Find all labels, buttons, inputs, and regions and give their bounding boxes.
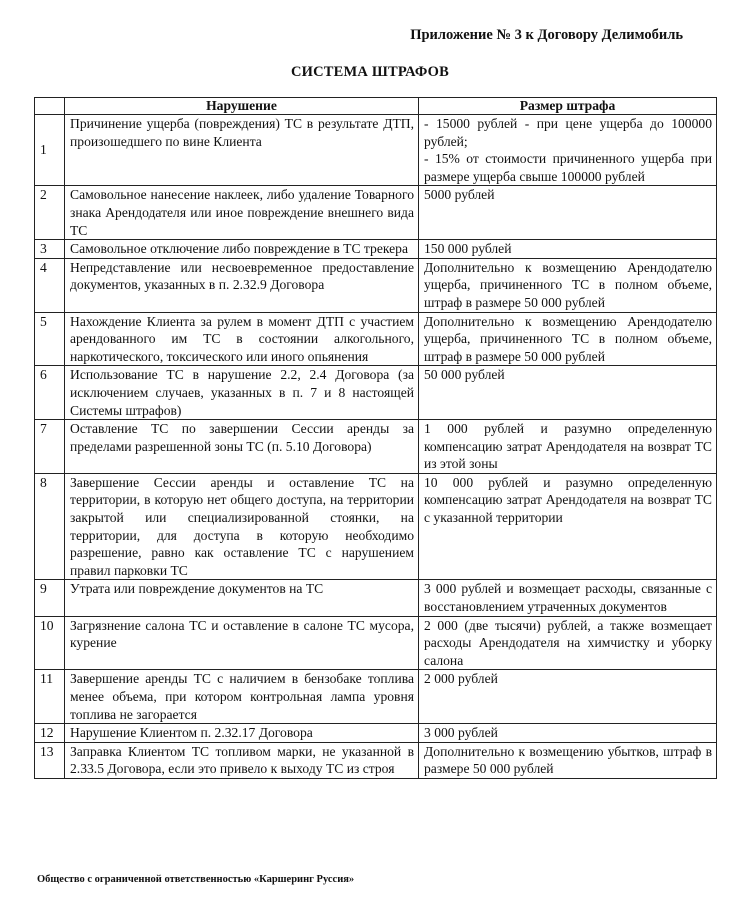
- penalty-cell: 1 000 рублей и разумно определенную компенсацию затрат Арендодателя на возврат ТС из этой зоны: [419, 420, 717, 474]
- violation-cell: Причинение ущерба (повреждения) ТС в результате ДТП, произошедшего по вине Клиента: [65, 115, 419, 186]
- table-row: [35, 115, 717, 186]
- table-row: [35, 473, 717, 580]
- row-number: 7: [35, 420, 65, 474]
- table-row: [35, 616, 717, 670]
- column-header-number: [35, 98, 65, 115]
- penalty-cell: 3 000 рублей: [419, 724, 717, 743]
- table-row: [35, 186, 717, 240]
- penalty-cell: 2 000 рублей: [419, 670, 717, 724]
- appendix-header: Приложение № 3 к Договору Делимобиль: [410, 27, 683, 43]
- penalty-cell: 150 000 рублей: [419, 240, 717, 259]
- document-title: СИСТЕМА ШТРАФОВ: [290, 64, 450, 80]
- violation-cell: Самовольное отключение либо повреждение в ТС трекера: [65, 240, 419, 259]
- penalty-cell: Дополнительно к возмещению Арендодателю ущерба, причиненного ТС в полном объеме, штраф в размере 50 000 рублей: [419, 312, 717, 366]
- violation-cell: Утрата или повреждение документов на ТС: [65, 580, 419, 616]
- violation-cell: Самовольное нанесение наклеек, либо удаление Товарного знака Арендодателя или иное повреждение внешнего вида ТС: [65, 186, 419, 240]
- row-number: 1: [35, 115, 65, 186]
- row-number: 10: [35, 616, 65, 670]
- penalty-cell: 3 000 рублей и возмещает расходы, связанные с восстановлением утраченных документов: [419, 580, 717, 616]
- violation-cell: Нахождение Клиента за рулем в момент ДТП с участием арендованного им ТС в состоянии алкогольного, наркотического, токсического или иного опьянения: [65, 312, 419, 366]
- table-row: [35, 366, 717, 420]
- penalty-cell: 2 000 (две тысячи) рублей, а также возмещает расходы Арендодателя на химчистку и уборку салона: [419, 616, 717, 670]
- row-number: 12: [35, 724, 65, 743]
- table-row: [35, 312, 717, 366]
- row-number: 5: [35, 312, 65, 366]
- penalty-cell: Дополнительно к возмещению Арендодателю ущерба, причиненного ТС в полном объеме, штраф в размере 50 000 рублей: [419, 258, 717, 312]
- penalty-line: - 15% от стоимости причиненного ущерба при размере ущерба свыше 100000 рублей: [424, 151, 712, 184]
- violation-cell: Завершение Сессии аренды и оставление ТС на территории, в которую нет общего доступа, на территории закрытой или специализированной стоянки, на территории, для доступа в которую необходимо разрешение, равно как оставление ТС с нарушением правил парковки ТС: [65, 473, 419, 580]
- column-header-penalty: Размер штрафа: [419, 98, 717, 115]
- table-row: [35, 742, 717, 778]
- row-number: 8: [35, 473, 65, 580]
- row-number: 6: [35, 366, 65, 420]
- row-number: 11: [35, 670, 65, 724]
- penalty-cell: 50 000 рублей: [419, 366, 717, 420]
- table-row: [35, 420, 717, 474]
- violation-cell: Использование ТС в нарушение 2.2, 2.4 Договора (за исключением случаев, указанных в п. 7 и 8 настоящей Системы штрафов): [65, 366, 419, 420]
- fines-table: [34, 97, 717, 779]
- table-row: [35, 724, 717, 743]
- penalty-line: - 15000 рублей - при цене ущерба до 100000 рублей;: [424, 116, 712, 149]
- penalty-cell: [419, 115, 717, 186]
- row-number: 9: [35, 580, 65, 616]
- row-number: 3: [35, 240, 65, 259]
- row-number: 4: [35, 258, 65, 312]
- table-row: [35, 580, 717, 616]
- column-header-violation: Нарушение: [65, 98, 419, 115]
- table-row: [35, 670, 717, 724]
- penalty-cell: 10 000 рублей и разумно определенную компенсацию затрат Арендодателя на возврат ТС с указанной территории: [419, 473, 717, 580]
- penalty-cell: Дополнительно к возмещению убытков, штраф в размере 50 000 рублей: [419, 742, 717, 778]
- table-row: [35, 240, 717, 259]
- row-number: 13: [35, 742, 65, 778]
- violation-cell: Заправка Клиентом ТС топливом марки, не указанной в 2.33.5 Договора, если это привело к выходу ТС из строя: [65, 742, 419, 778]
- violation-cell: Непредставление или несвоевременное предоставление документов, указанных в п. 2.32.9 Договора: [65, 258, 419, 312]
- table-row: [35, 258, 717, 312]
- penalty-cell: 5000 рублей: [419, 186, 717, 240]
- violation-cell: Загрязнение салона ТС и оставление в салоне ТС мусора, курение: [65, 616, 419, 670]
- table-header-row: [35, 98, 717, 115]
- violation-cell: Завершение аренды ТС с наличием в бензобаке топлива менее объема, при котором контрольная лампа уровня топлива не загорается: [65, 670, 419, 724]
- violation-cell: Оставление ТС по завершении Сессии аренды за пределами разрешенной зоны ТС (п. 5.10 Договора): [65, 420, 419, 474]
- violation-cell: Нарушение Клиентом п. 2.32.17 Договора: [65, 724, 419, 743]
- company-footer: Общество с ограниченной ответственностью «Каршеринг Руссия»: [37, 874, 355, 885]
- row-number: 2: [35, 186, 65, 240]
